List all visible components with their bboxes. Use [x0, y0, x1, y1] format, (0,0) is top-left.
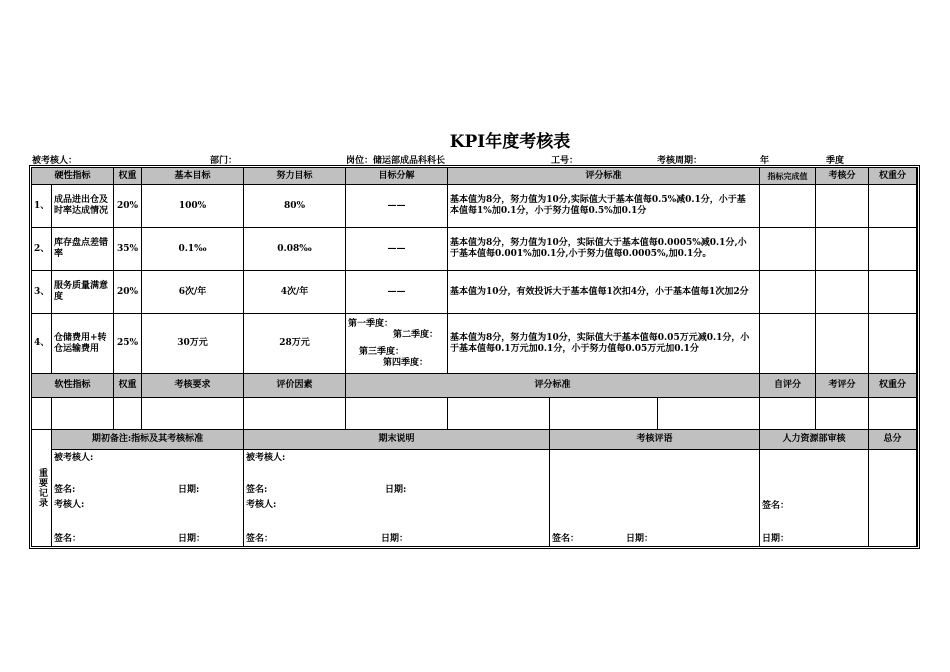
hard-row-actual-cell[interactable]	[760, 314, 816, 374]
sign-label: 签名:	[54, 485, 76, 495]
assessee-sign-label: 被考核人:	[54, 453, 94, 463]
quarter-3-label: 第三季度：	[359, 347, 405, 357]
sign-label: 签名：	[54, 534, 82, 544]
hard-row-criteria: 基本值为8分，努力值为10分，实际值大于基本值每0.0005%减0.1分,小于基本值每0.001%加0.1分,小于努力值每0.0005%,加0.1分。	[448, 228, 760, 271]
soft-header-factor: 评价因素	[244, 374, 346, 398]
end-notes-cell[interactable]	[244, 450, 550, 546]
soft-row-criteria-cell[interactable]	[550, 398, 658, 430]
records-side-label: 重要记录	[37, 468, 47, 508]
hard-row-weighted-score-cell[interactable]	[869, 185, 917, 228]
hard-row-weight: 25%	[114, 314, 142, 374]
soft-row-requirement-cell[interactable]	[142, 398, 244, 430]
hard-row-base: 100%	[142, 185, 244, 228]
records-header-comment: 考核评语	[550, 430, 760, 450]
hard-row-number: 4、	[32, 314, 52, 374]
initial-notes-cell[interactable]	[52, 450, 244, 546]
total-score-cell[interactable]	[869, 450, 917, 546]
soft-header-criteria: 评分标准	[346, 374, 760, 398]
hard-row-effort: 28万元	[244, 314, 346, 374]
department-label: 部门：	[210, 156, 238, 166]
soft-row-weighted-score-cell[interactable]	[869, 398, 917, 430]
sign-label: 签名：	[762, 501, 790, 511]
hard-row-base: 30万元	[142, 314, 244, 374]
date-label: 日期:	[385, 485, 407, 495]
records-side-label-cell	[32, 430, 52, 546]
assessor-sign-label: 考核人:	[54, 500, 85, 510]
hard-row-effort: 4次/年	[244, 271, 346, 314]
hard-row-actual-cell[interactable]	[760, 271, 816, 314]
hard-header-effort: 努力目标	[244, 168, 346, 185]
hard-header-criteria: 评分标准	[448, 168, 760, 185]
hard-header-weighted-score: 权重分	[869, 168, 917, 185]
quarter-2-label: 第二季度：	[393, 330, 439, 340]
records-header-total: 总分	[869, 430, 917, 450]
period-label: 考核周期：	[657, 156, 703, 166]
kpi-sheet	[29, 165, 920, 549]
hard-row-criteria: 基本值为8分，努力值为10分,实际值大于基本值每0.5%减0.1分，小于基本值每1%加0.1分，小于努力值每0.5%加0.1分	[448, 185, 760, 228]
soft-row-factor-cell[interactable]	[244, 398, 346, 430]
records-header-initial: 期初备注:指标及其考核标准	[52, 430, 244, 450]
date-label: 日期：	[626, 534, 654, 544]
kpi-table	[31, 167, 918, 547]
soft-row-name-cell[interactable]	[52, 398, 114, 430]
soft-row-criteria-cell[interactable]	[448, 398, 550, 430]
soft-row-self-score-cell[interactable]	[760, 398, 816, 430]
hard-header-breakdown: 目标分解	[346, 168, 448, 185]
hard-row-breakdown: ——	[346, 228, 448, 271]
hard-row-weight: 20%	[114, 185, 142, 228]
soft-header-name: 软性指标	[32, 374, 114, 398]
hr-review-cell[interactable]	[760, 450, 869, 546]
hard-row-name: 服务质量满意度	[52, 271, 114, 314]
records-header-hr: 人力资源部审核	[760, 430, 869, 450]
comment-cell[interactable]	[550, 450, 760, 546]
assessee-label: 被考核人：	[32, 156, 78, 166]
quarter-label: 季度	[826, 156, 845, 166]
soft-header-eval-score: 考评分	[816, 374, 869, 398]
job-number-label: 工号：	[551, 156, 579, 166]
hard-row-weighted-score-cell[interactable]	[869, 228, 917, 271]
hard-row-breakdown: ——	[346, 185, 448, 228]
soft-header-weight: 权重	[114, 374, 142, 398]
hard-row-effort: 80%	[244, 185, 346, 228]
hard-row-breakdown: ——	[346, 271, 448, 314]
soft-header-weighted-score: 权重分	[869, 374, 917, 398]
hard-row-number: 2、	[32, 228, 52, 271]
hard-row-weighted-score-cell[interactable]	[869, 314, 917, 374]
hard-row-actual-cell[interactable]	[760, 228, 816, 271]
hard-row-number: 1、	[32, 185, 52, 228]
date-label: 日期：	[178, 534, 206, 544]
date-label: 日期：	[762, 534, 790, 544]
hard-row-breakdown-quarters	[346, 314, 448, 374]
date-label: 日期：	[381, 534, 409, 544]
assessor-sign-label: 考核人:	[246, 500, 277, 510]
year-label: 年	[760, 156, 770, 166]
hard-row-score-cell[interactable]	[816, 271, 869, 314]
hard-row-score-cell[interactable]	[816, 228, 869, 271]
hard-header-weight: 权重	[114, 168, 142, 185]
hard-row-weight: 20%	[114, 271, 142, 314]
soft-row-criteria-cell[interactable]	[658, 398, 760, 430]
hard-row-name: 仓储费用+转仓运输费用	[52, 314, 114, 374]
soft-row-criteria-cell[interactable]	[346, 398, 448, 430]
soft-row-weight-cell[interactable]	[114, 398, 142, 430]
sign-label: 签名：	[552, 534, 580, 544]
position-label: 岗位：储运部成品科科长	[346, 156, 446, 166]
hard-row-weighted-score-cell[interactable]	[869, 271, 917, 314]
hard-row-base: 0.1‰	[142, 228, 244, 271]
soft-header-requirement: 考核要求	[142, 374, 244, 398]
hard-header-score: 考核分	[816, 168, 869, 185]
hard-header-actual: 指标完成值	[760, 168, 816, 185]
hard-row-number: 3、	[32, 271, 52, 314]
soft-row-eval-score-cell[interactable]	[816, 398, 869, 430]
hard-header-name: 硬性指标	[32, 168, 114, 185]
hard-row-actual-cell[interactable]	[760, 185, 816, 228]
hard-row-effort: 0.08‰	[244, 228, 346, 271]
soft-row-number-cell[interactable]	[32, 398, 52, 430]
hard-row-base: 6次/年	[142, 271, 244, 314]
records-header-end: 期末说明	[244, 430, 550, 450]
hard-row-criteria: 基本值为8分，努力值为10分，实际值大于基本值每0.05万元减0.1分，小于基本值每0.1万元加0.1分，小于努力值每0.05万元加0.1分	[448, 314, 760, 374]
sign-label: 签名：	[246, 534, 274, 544]
sign-label: 签名:	[246, 485, 268, 495]
hard-row-score-cell[interactable]	[816, 185, 869, 228]
date-label: 日期:	[178, 485, 200, 495]
soft-header-self-score: 自评分	[760, 374, 816, 398]
page-title: KPI年度考核表	[449, 132, 571, 152]
hard-row-weight: 35%	[114, 228, 142, 271]
hard-row-score-cell[interactable]	[816, 314, 869, 374]
hard-row-name: 库存盘点差错率	[52, 228, 114, 271]
hard-header-base: 基本目标	[142, 168, 244, 185]
quarter-4-label: 第四季度：	[383, 358, 429, 368]
assessee-sign-label: 被考核人:	[246, 453, 286, 463]
quarter-1-label: 第一季度：	[348, 319, 394, 329]
hard-row-criteria: 基本值为10分，有效投诉大于基本值每1次扣4分，小于基本值每1次加2分	[448, 271, 760, 314]
hard-row-name: 成品进出仓及时率达成情况	[52, 185, 114, 228]
